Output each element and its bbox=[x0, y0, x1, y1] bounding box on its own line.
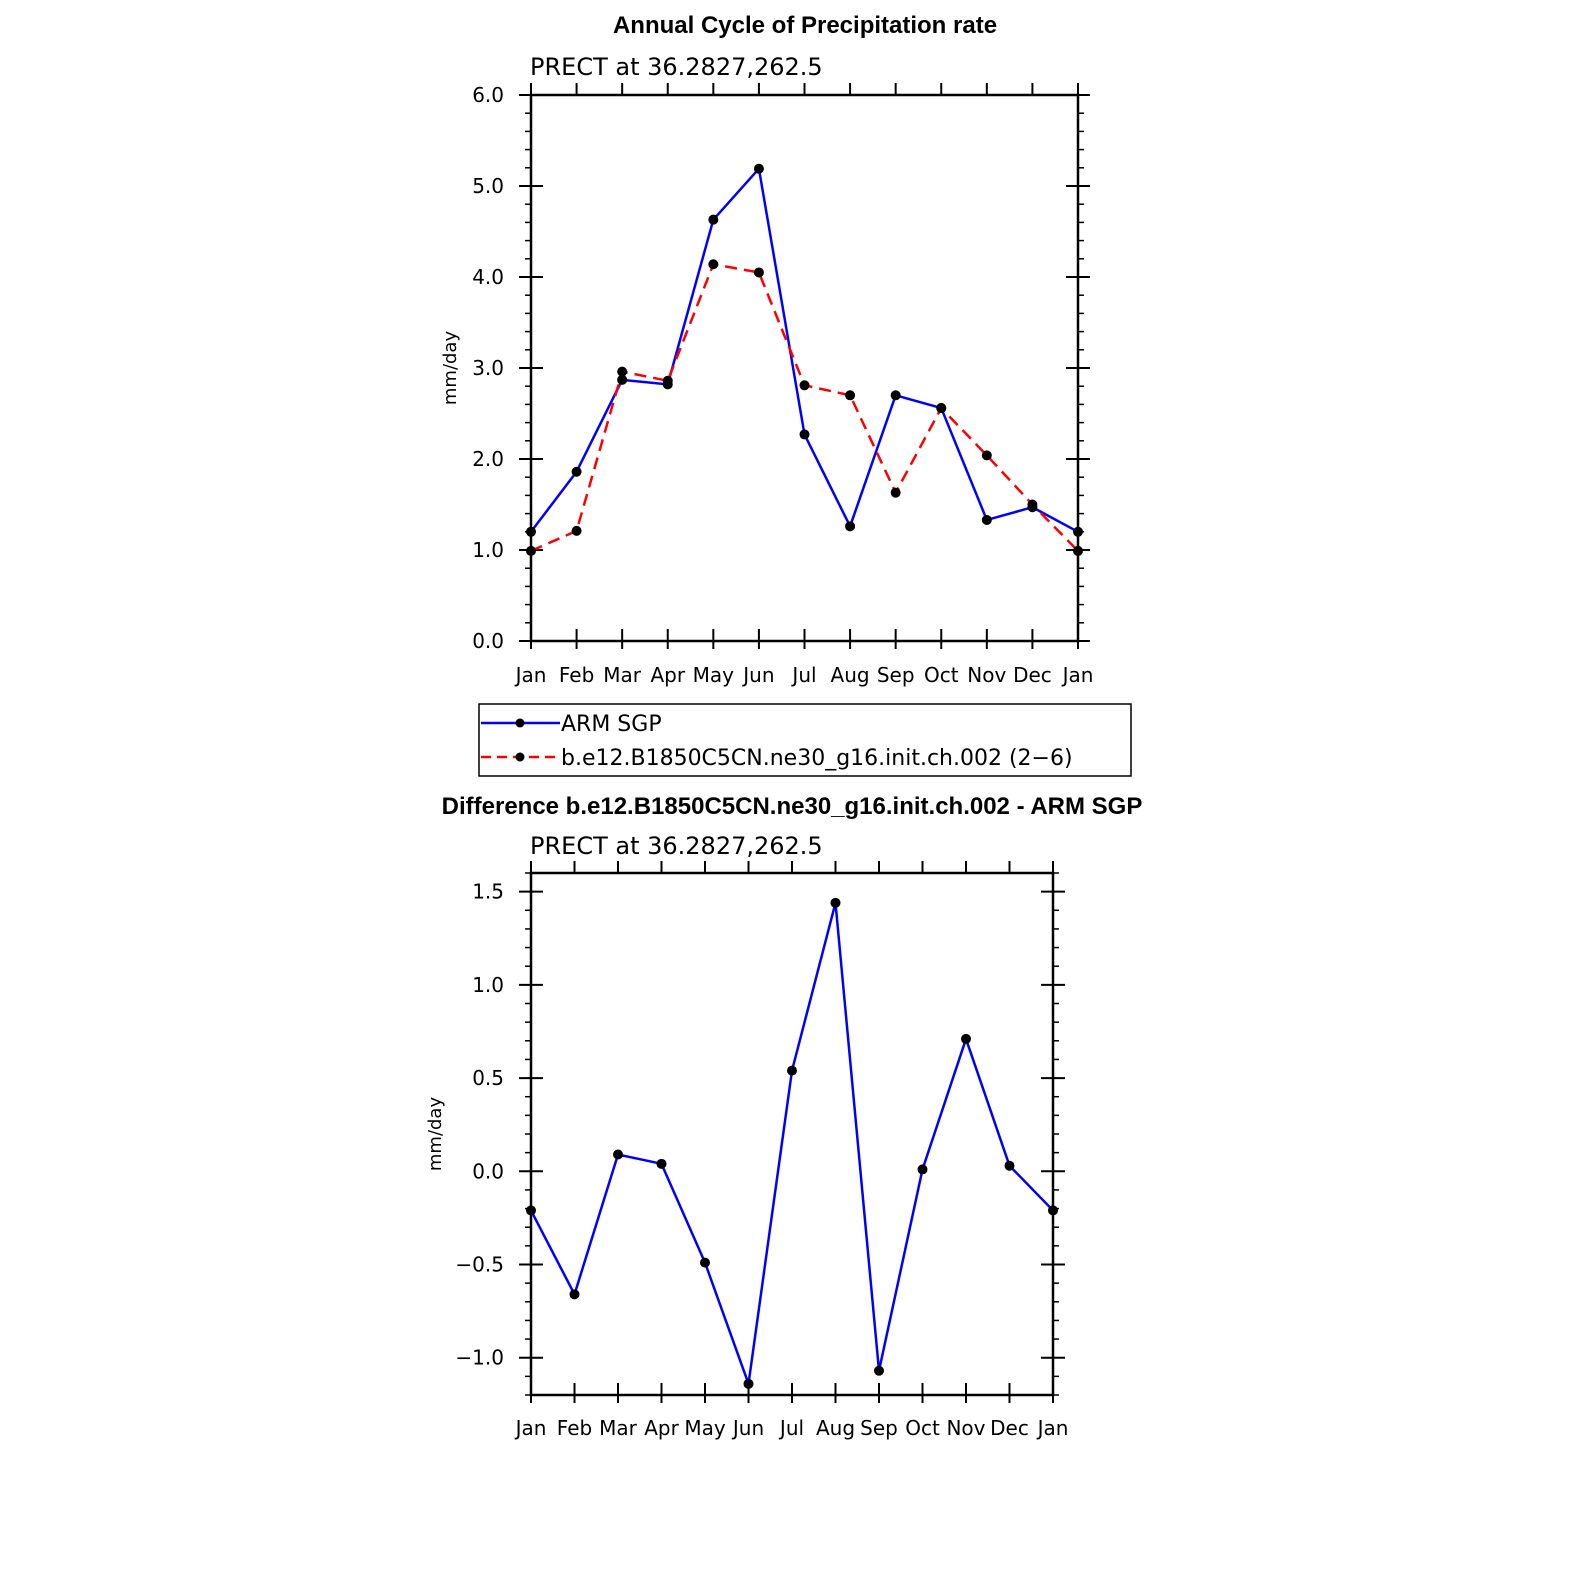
data-point-1-4 bbox=[708, 259, 718, 269]
x-tick-label: Jul bbox=[779, 1416, 805, 1440]
data-point-0-8 bbox=[874, 1366, 884, 1376]
chart1-y-axis-label: mm/day bbox=[440, 330, 461, 406]
y-tick-label: 5.0 bbox=[472, 174, 504, 198]
x-tick-label: Jan bbox=[515, 663, 547, 687]
x-tick-label: May bbox=[684, 1416, 726, 1440]
difference-chart bbox=[425, 793, 1142, 1440]
chart1-legend bbox=[479, 704, 1131, 776]
data-point-0-5 bbox=[754, 164, 764, 174]
data-point-1-2 bbox=[617, 367, 627, 377]
x-tick-label: Apr bbox=[644, 1416, 679, 1440]
data-point-0-2 bbox=[613, 1150, 623, 1160]
legend-label-model: b.e12.B1850C5CN.ne30_g16.init.ch.002 (2−6) bbox=[561, 746, 1073, 771]
chart2-y-tick-labels bbox=[455, 880, 504, 1370]
legend-marker-arm-sgp bbox=[516, 719, 525, 728]
data-point-0-4 bbox=[708, 215, 718, 225]
data-point-0-10 bbox=[982, 515, 992, 525]
y-tick-label: 6.0 bbox=[472, 83, 504, 107]
data-point-1-8 bbox=[891, 488, 901, 498]
data-point-0-0 bbox=[526, 527, 536, 537]
x-tick-label: Jun bbox=[732, 1416, 765, 1440]
data-point-1-7 bbox=[845, 390, 855, 400]
data-point-1-12 bbox=[1073, 546, 1083, 556]
x-tick-label: Jan bbox=[1037, 1416, 1069, 1440]
data-point-1-3 bbox=[663, 376, 673, 386]
x-tick-label: Apr bbox=[650, 663, 686, 687]
data-point-1-1 bbox=[572, 526, 582, 536]
y-tick-label: 1.0 bbox=[472, 972, 504, 997]
chart1-y-tick-labels bbox=[472, 83, 504, 653]
data-point-0-7 bbox=[845, 521, 855, 531]
x-tick-label: Jan bbox=[515, 1416, 547, 1440]
data-point-0-9 bbox=[918, 1164, 928, 1174]
y-tick-label: 3.0 bbox=[472, 356, 504, 380]
x-tick-label: Feb bbox=[556, 1416, 593, 1440]
chart1-subtitle: PRECT at 36.2827,262.5 bbox=[530, 53, 823, 81]
y-tick-label: −1.0 bbox=[455, 1345, 504, 1370]
x-tick-label: Jun bbox=[743, 663, 775, 687]
x-tick-label: Oct bbox=[905, 1416, 940, 1440]
data-point-0-3 bbox=[657, 1159, 667, 1169]
chart2-series-points bbox=[526, 898, 1058, 1389]
data-point-0-6 bbox=[800, 429, 810, 439]
chart2-axes bbox=[519, 861, 1065, 1403]
series-line-0 bbox=[531, 169, 1078, 532]
x-tick-label: Sep bbox=[860, 1416, 898, 1440]
x-tick-label: May bbox=[692, 663, 735, 687]
data-point-1-6 bbox=[800, 380, 810, 390]
data-point-0-8 bbox=[891, 390, 901, 400]
series-line-1 bbox=[531, 264, 1078, 551]
chart1-x-tick-labels bbox=[514, 663, 1094, 687]
y-tick-label: 1.5 bbox=[472, 879, 504, 904]
data-point-0-12 bbox=[1073, 527, 1083, 537]
data-point-0-12 bbox=[1048, 1205, 1058, 1215]
chart2-y-axis-label: mm/day bbox=[425, 1096, 446, 1172]
y-tick-label: 0.5 bbox=[472, 1066, 504, 1091]
data-point-0-1 bbox=[570, 1289, 580, 1299]
x-tick-label: Jul bbox=[792, 663, 817, 687]
y-tick-label: −0.5 bbox=[455, 1252, 504, 1277]
data-point-1-10 bbox=[982, 450, 992, 460]
data-point-0-7 bbox=[831, 898, 841, 908]
x-tick-label: Nov bbox=[967, 663, 1007, 687]
chart1-title: Annual Cycle of Precipitation rate bbox=[612, 12, 998, 39]
x-tick-label: Mar bbox=[603, 663, 642, 687]
chart1-series-lines bbox=[531, 169, 1078, 551]
chart2-series-lines bbox=[531, 903, 1053, 1384]
data-point-1-0 bbox=[526, 546, 536, 556]
data-point-0-4 bbox=[700, 1258, 710, 1268]
x-tick-label: Sep bbox=[876, 663, 915, 687]
x-tick-label: Oct bbox=[923, 663, 959, 687]
x-tick-label: Aug bbox=[815, 1416, 856, 1440]
data-point-0-11 bbox=[1005, 1161, 1015, 1171]
x-tick-label: Jan bbox=[1062, 663, 1094, 687]
series-line-0 bbox=[531, 903, 1053, 1384]
data-point-0-1 bbox=[572, 467, 582, 477]
y-tick-label: 0.0 bbox=[472, 1159, 504, 1184]
data-point-0-0 bbox=[526, 1205, 536, 1215]
y-tick-label: 4.0 bbox=[472, 265, 504, 289]
data-point-1-9 bbox=[936, 403, 946, 413]
x-tick-label: Feb bbox=[558, 663, 595, 687]
chart2-x-tick-labels bbox=[514, 1416, 1069, 1440]
chart2-subtitle: PRECT at 36.2827,262.5 bbox=[530, 832, 823, 860]
data-point-0-6 bbox=[787, 1066, 797, 1076]
x-tick-label: Dec bbox=[1013, 663, 1052, 687]
x-tick-label: Nov bbox=[946, 1416, 986, 1440]
x-tick-label: Aug bbox=[830, 663, 870, 687]
annual-cycle-chart bbox=[440, 12, 1131, 776]
legend-label-arm-sgp: ARM SGP bbox=[561, 712, 662, 737]
chart2-title: Difference b.e12.B1850C5CN.ne30_g16.init.ch.002 - ARM SGP bbox=[441, 793, 1143, 820]
data-point-1-11 bbox=[1027, 500, 1037, 510]
data-point-1-5 bbox=[754, 267, 764, 277]
y-tick-label: 0.0 bbox=[472, 629, 504, 653]
data-point-0-10 bbox=[961, 1034, 971, 1044]
plot-frame bbox=[531, 873, 1053, 1395]
y-tick-label: 2.0 bbox=[472, 447, 504, 471]
plot-frame bbox=[531, 95, 1078, 641]
x-tick-label: Dec bbox=[990, 1416, 1029, 1440]
legend-marker-model bbox=[516, 753, 525, 762]
x-tick-label: Mar bbox=[599, 1416, 637, 1440]
chart1-series-points bbox=[526, 164, 1083, 556]
y-tick-label: 1.0 bbox=[472, 538, 504, 562]
data-point-0-5 bbox=[744, 1379, 754, 1389]
chart1-axes bbox=[519, 83, 1090, 649]
